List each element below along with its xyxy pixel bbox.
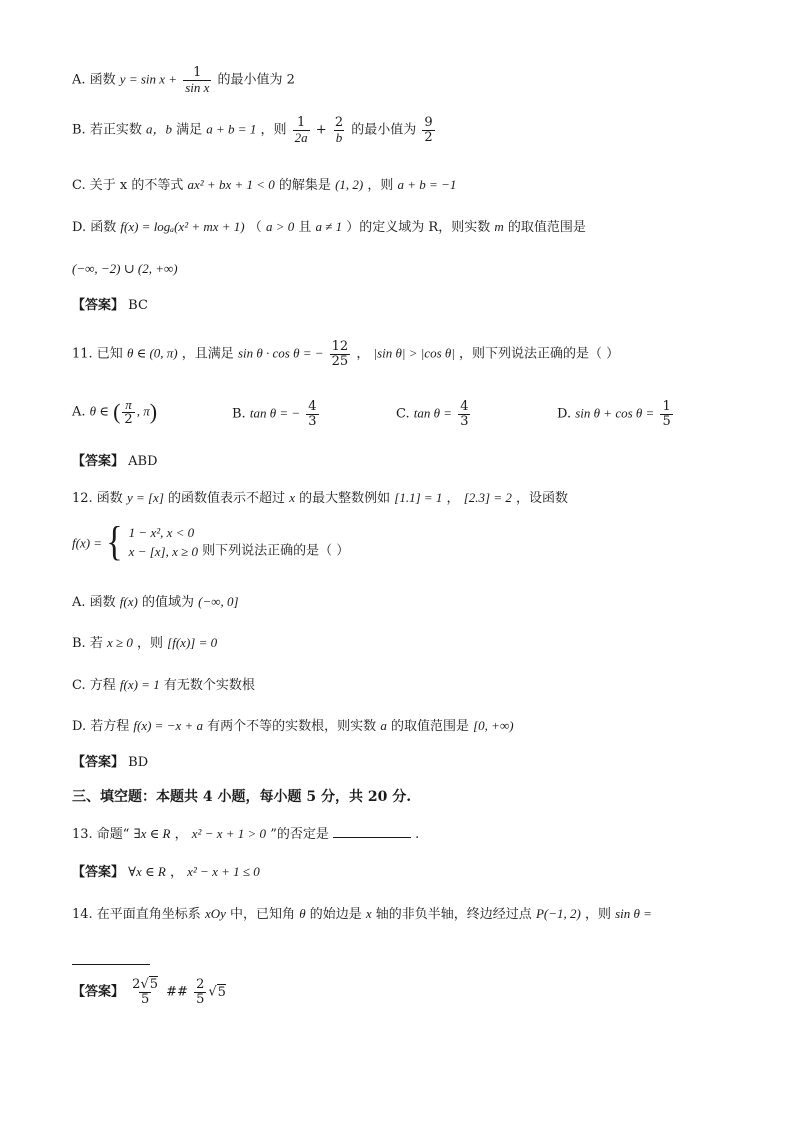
q11-a-label: A. bbox=[72, 404, 86, 420]
q14-frac2-num: 2 bbox=[196, 977, 205, 992]
q11-a-frac-den: 2 bbox=[124, 411, 133, 427]
q10-c-label: C. 关于 x 的不等式 bbox=[72, 178, 184, 193]
q12-piecewise bbox=[72, 520, 350, 565]
q10-a-formula: y = sin x + bbox=[119, 71, 178, 87]
q12-c-text2: 有无数个实数根 bbox=[163, 678, 255, 693]
q11-answer bbox=[72, 455, 158, 468]
q11-b-frac-num: 4 bbox=[308, 399, 317, 414]
q12-a-range: (−∞, 0] bbox=[198, 594, 239, 609]
q11-fraction bbox=[330, 340, 351, 368]
q14-point: P(−1, 2) bbox=[535, 906, 581, 921]
q12-d-label: D. 若方程 bbox=[72, 719, 130, 734]
q10-b-frac2-den: b bbox=[335, 129, 343, 145]
q11-option-b bbox=[232, 400, 321, 428]
q14-number: 14. 在平面直角坐标系 bbox=[72, 907, 201, 922]
q11-option-d bbox=[557, 400, 675, 428]
q11-frac-num: 12 bbox=[331, 339, 349, 354]
q10-option-d bbox=[72, 220, 586, 234]
q13-answer bbox=[72, 865, 260, 879]
q13-quantifier: ∃x ∈ R bbox=[133, 826, 171, 841]
sqrt-sign-icon: √ bbox=[208, 984, 217, 1000]
q10-d-cond2: a ≠ 1 bbox=[315, 219, 343, 234]
answer-tag: 【答案】 bbox=[72, 865, 125, 880]
q11-option-c bbox=[396, 400, 472, 428]
q12-example1: [1.1] = 1 bbox=[394, 490, 443, 505]
q10-b-cond: a + b = 1 bbox=[206, 121, 257, 137]
q12-stem4: ， bbox=[446, 491, 460, 506]
q12-d-math: f(x) = −x + a bbox=[133, 718, 204, 733]
q10-answer bbox=[72, 299, 148, 312]
q11-a-frac-num: π bbox=[125, 397, 132, 412]
q10-c-text2: 的解集是 bbox=[278, 178, 331, 193]
q14-frac1-num bbox=[130, 978, 160, 992]
q12-stem bbox=[72, 491, 568, 505]
q12-b-label: B. 若 bbox=[72, 636, 103, 651]
q11-d-math: sin θ + cos θ = bbox=[575, 405, 655, 421]
q12-var: x bbox=[289, 490, 295, 505]
q10-b-then: ，则 bbox=[260, 122, 287, 138]
q11-b-label: B. bbox=[232, 406, 246, 422]
q12-b-math: x ≥ 0 bbox=[106, 635, 133, 650]
q10-b-frac2 bbox=[333, 116, 345, 144]
q10-b-plus: + bbox=[315, 122, 327, 138]
q12-option-a bbox=[72, 595, 239, 609]
q13-answer-blank bbox=[333, 825, 411, 838]
q12-left-brace: { bbox=[106, 520, 123, 565]
q10-c-text3: ，则 bbox=[367, 178, 394, 193]
q12-f-lhs: f(x) = bbox=[72, 535, 103, 551]
q12-option-c bbox=[72, 678, 255, 692]
q12-d-text3: 的取值范围是 bbox=[390, 719, 469, 734]
q12-d-range: [0, +∞) bbox=[473, 718, 514, 733]
q14-frac2-den: 5 bbox=[196, 991, 205, 1007]
q12-b-math2: [f(x)] = 0 bbox=[167, 635, 218, 650]
q11-stem2: ，且满足 bbox=[181, 346, 234, 362]
q11-stem3: ， bbox=[356, 346, 370, 362]
q12-option-d bbox=[72, 719, 514, 733]
q10-b-frac1-den: 2a bbox=[294, 129, 308, 145]
q10-b-tail: 的最小值为 bbox=[351, 122, 417, 138]
q12-a-math: f(x) bbox=[119, 594, 138, 609]
q10-b-frac1 bbox=[293, 116, 310, 144]
q12-stem3: 的最大整数例如 bbox=[299, 491, 391, 506]
q12-case1: 1 − x², x < 0 bbox=[128, 525, 195, 540]
answer-tag: 【答案】 bbox=[72, 454, 125, 469]
q10-c-result: a + b = −1 bbox=[397, 177, 457, 192]
q11-stem bbox=[72, 340, 619, 368]
q12-c-label: C. 方程 bbox=[72, 678, 116, 693]
q14-frac1-coef: 2 bbox=[132, 977, 141, 992]
q10-a-frac-den: sin x bbox=[185, 79, 210, 95]
q11-d-label: D. bbox=[557, 406, 572, 422]
q10-b-frac3-num: 9 bbox=[424, 115, 433, 130]
q11-c-frac-den: 3 bbox=[460, 413, 469, 429]
q12-example2: [2.3] = 2 bbox=[463, 490, 512, 505]
answer-tag: 【答案】 bbox=[72, 984, 125, 1000]
q12-answer-value: BD bbox=[128, 755, 149, 770]
q10-b-label: B. 若正实数 bbox=[72, 122, 142, 138]
q10-b-frac3-den: 2 bbox=[424, 129, 433, 145]
q11-a-lparen: ( bbox=[113, 399, 121, 425]
q13-ineq: x² − x + 1 > 0 bbox=[191, 826, 267, 841]
q10-d-text4: ）的定义域为 R，则实数 bbox=[346, 220, 491, 235]
q10-a-label: A. 函数 bbox=[72, 72, 116, 88]
q13-number: 13. 命题“ bbox=[72, 827, 130, 842]
q14-answer-blank bbox=[72, 963, 150, 965]
section-heading: 三、填空题：本题共 4 小题，每小题 5 分，共 20 分. bbox=[72, 789, 412, 805]
q12-b-text2: ，则 bbox=[137, 636, 164, 651]
q11-c-label: C. bbox=[396, 406, 410, 422]
q12-case2: x − [x], x ≥ 0 bbox=[128, 543, 199, 559]
q14-stem bbox=[72, 907, 652, 921]
q11-c-fraction bbox=[458, 400, 470, 428]
q10-option-c bbox=[72, 178, 456, 192]
q11-stem4: ，则下列说法正确的是（ ） bbox=[458, 346, 620, 362]
q10-d-cond1: a > 0 bbox=[265, 219, 295, 234]
q13-answer-sep: ， bbox=[169, 865, 183, 880]
q14-axis: x bbox=[365, 906, 372, 921]
q12-d-text2: 有两个不等的实数根，则实数 bbox=[207, 719, 377, 734]
q10-d-func: f(x) = logₐ(x² + mx + 1) bbox=[120, 219, 245, 234]
q11-c-math: tan θ = bbox=[413, 405, 453, 421]
q10-c-interval: (1, 2) bbox=[335, 177, 364, 192]
q11-b-frac-den: 3 bbox=[308, 413, 317, 429]
q12-d-var: a bbox=[380, 718, 387, 733]
q12-cases bbox=[129, 524, 198, 562]
q12-stem2: 的函数值表示不超过 bbox=[168, 491, 286, 506]
q14-stem2: 中，已知角 bbox=[230, 907, 296, 922]
q10-a-fraction bbox=[183, 66, 211, 94]
q14-answer bbox=[72, 978, 226, 1006]
q10-b-vars: a，b bbox=[145, 121, 172, 137]
q11-d-fraction bbox=[660, 400, 672, 428]
q12-c-math: f(x) = 1 bbox=[119, 677, 160, 692]
q10-a-tail: 的最小值为 2 bbox=[217, 72, 295, 88]
q14-sin: sin θ = bbox=[615, 906, 652, 921]
q10-d-label: D. 函数 bbox=[72, 220, 117, 235]
q10-d-var: m bbox=[494, 219, 504, 234]
q10-c-ineq: ax² + bx + 1 < 0 bbox=[187, 177, 275, 192]
q14-frac1-den: 5 bbox=[140, 991, 150, 1007]
q10-b-frac2-num: 2 bbox=[334, 115, 344, 130]
q13-answer-ineq: x² − x + 1 ≤ 0 bbox=[187, 864, 260, 879]
q11-a-rparen: ) bbox=[149, 399, 158, 425]
q14-answer-frac2 bbox=[194, 978, 206, 1006]
q14-frac1-radicand: 5 bbox=[149, 977, 159, 992]
q11-domain: θ ∈ (0, π) bbox=[126, 345, 178, 361]
q14-answer-frac1 bbox=[130, 978, 160, 1006]
q14-stem5: ，则 bbox=[584, 907, 611, 922]
answer-tag: 【答案】 bbox=[72, 755, 125, 770]
q11-abs-ineq: |sin θ| > |cos θ| bbox=[373, 345, 455, 361]
q11-product: sin θ · cos θ = − bbox=[237, 345, 324, 361]
q11-d-frac-den: 5 bbox=[662, 413, 671, 429]
q10-d-text3: 且 bbox=[298, 220, 312, 235]
q14-answer-sep: ## bbox=[166, 984, 188, 1000]
q14-radicand2: 5 bbox=[217, 984, 226, 1000]
q12-a-label: A. 函数 bbox=[72, 595, 116, 610]
q14-angle: θ bbox=[299, 906, 306, 921]
q12-f-tail: 则下列说法正确的是（ ） bbox=[202, 543, 350, 559]
q10-d-text5: 的取值范围是 bbox=[507, 220, 586, 235]
q14-answer-blank-line bbox=[72, 955, 150, 968]
q14-coord-system: xOy bbox=[204, 906, 226, 921]
q13-stem bbox=[72, 825, 419, 841]
q10-option-b bbox=[72, 116, 437, 144]
q11-option-a bbox=[72, 398, 157, 426]
q10-option-a bbox=[72, 66, 295, 94]
q10-b-frac3 bbox=[422, 116, 434, 144]
q11-b-fraction bbox=[306, 400, 318, 428]
q12-a-text2: 的值域为 bbox=[141, 595, 194, 610]
q11-a-fraction bbox=[122, 398, 134, 426]
q11-number: 11. 已知 bbox=[72, 346, 123, 362]
q11-c-frac-num: 4 bbox=[460, 399, 469, 414]
q14-stem3: 的始边是 bbox=[309, 907, 362, 922]
q11-a-math: θ ∈ bbox=[89, 403, 109, 419]
sqrt-sign-icon: √ bbox=[140, 977, 149, 992]
q10-a-frac-num: 1 bbox=[193, 65, 202, 80]
q10-d-range: (−∞, −2) ∪ (2, +∞) bbox=[72, 261, 178, 276]
q10-d-text2: （ bbox=[248, 220, 262, 235]
q11-a-tail: , π bbox=[136, 403, 150, 419]
q12-number: 12. 函数 bbox=[72, 491, 123, 506]
q13-sep: ， bbox=[174, 827, 188, 842]
q12-stem5: ，设函数 bbox=[515, 491, 568, 506]
q11-b-math: tan θ = − bbox=[249, 405, 301, 421]
q10-b-mid: 满足 bbox=[176, 122, 203, 138]
q10-b-frac1-num: 1 bbox=[296, 115, 306, 130]
q14-stem4: 轴的非负半轴，终边经过点 bbox=[375, 907, 532, 922]
q11-frac-den: 25 bbox=[331, 353, 349, 369]
q13-period: . bbox=[415, 827, 420, 842]
q12-answer bbox=[72, 756, 148, 769]
q13-stem3: ”的否定是 bbox=[270, 827, 329, 842]
q11-d-frac-num: 1 bbox=[662, 399, 671, 414]
q11-answer-value: ABD bbox=[128, 454, 158, 469]
q12-option-b bbox=[72, 636, 217, 650]
q12-floor-func: y = [x] bbox=[126, 490, 164, 505]
q13-answer-quantifier: ∀x ∈ R bbox=[128, 864, 166, 879]
q10-answer-value: BC bbox=[128, 298, 148, 313]
answer-tag: 【答案】 bbox=[72, 298, 125, 313]
